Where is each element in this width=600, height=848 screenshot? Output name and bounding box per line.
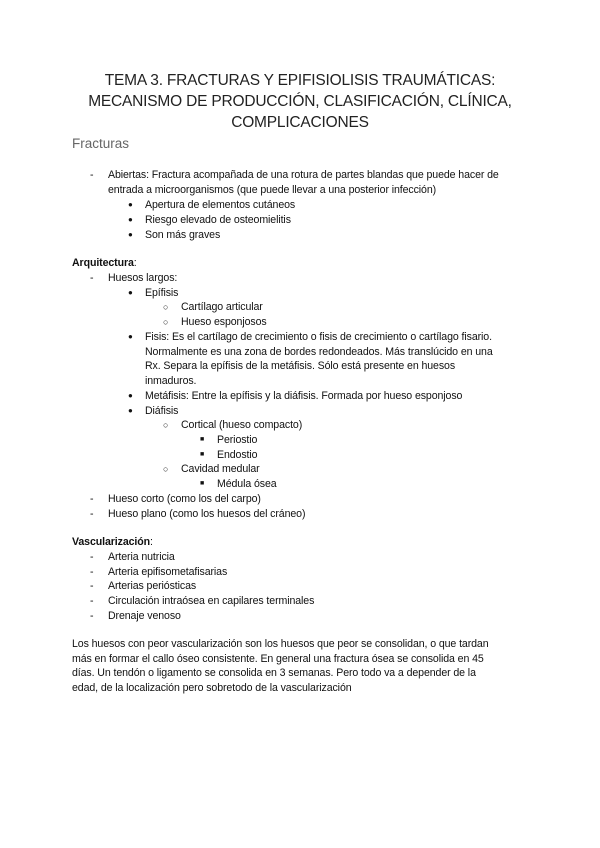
arquitectura-heading-text: Arquitectura bbox=[72, 257, 134, 269]
abiertas-line-1: Abiertas: Fractura acompañada de una rotura de partes blandas que puede hacer de bbox=[108, 169, 499, 181]
paragraph-line-1: Los huesos con peor vascularización son los huesos que peor se consolidan, o que tardan bbox=[72, 638, 489, 650]
cavidad-item-1: Médula ósea bbox=[217, 478, 277, 490]
bullet-marker: ● bbox=[128, 288, 133, 297]
square-marker: ■ bbox=[200, 480, 205, 487]
title-line-1: TEMA 3. FRACTURAS Y EPIFISIOLISIS TRAUMÁTICAS: bbox=[104, 72, 496, 89]
vasc-item-2: Arteria epifisometafisarias bbox=[108, 566, 228, 578]
abiertas-line-2: entrada a microorganismos (que puede llevar a una posterior infección) bbox=[108, 184, 437, 196]
title-line-2: MECANISMO DE PRODUCCIÓN, CLASIFICACIÓN, CLÍNICA, bbox=[88, 93, 512, 110]
circle-marker: ○ bbox=[163, 464, 169, 474]
diafisis: Diáfisis bbox=[145, 405, 179, 417]
vasc-item-1: Arteria nutricia bbox=[108, 551, 175, 563]
arquitectura-heading bbox=[72, 256, 137, 271]
vasc-item-3: Arterias periósticas bbox=[108, 580, 197, 592]
title-line-3: COMPLICACIONES bbox=[231, 114, 369, 131]
vascularizacion-heading bbox=[72, 535, 153, 550]
fisis-line-2: Normalmente es una zona de bordes redondeados. Más translúcido en una bbox=[145, 346, 493, 358]
dash-marker: - bbox=[90, 169, 94, 181]
bullet-marker: ● bbox=[128, 200, 133, 209]
circle-marker: ○ bbox=[163, 420, 169, 430]
cavidad-medular: Cavidad medular bbox=[181, 463, 260, 475]
paragraph-line-3: días. Un tendón o ligamento se consolida en 3 semanas. Pero todo va a depender de la bbox=[72, 667, 476, 680]
epifisis: Epífisis bbox=[145, 287, 179, 299]
square-marker: ■ bbox=[200, 451, 205, 458]
bullet-marker: ● bbox=[128, 215, 133, 224]
heading-colon: : bbox=[150, 536, 153, 548]
dash-marker: - bbox=[90, 610, 94, 622]
closing-paragraph bbox=[72, 637, 530, 696]
huesos-largos: Huesos largos: bbox=[108, 272, 178, 284]
abiertas-bullet-3: Son más graves bbox=[145, 229, 221, 241]
fisis-line-1: Fisis: Es el cartílago de crecimiento o fisis de crecimiento o cartílago fisario. bbox=[145, 331, 492, 343]
cortical-item-2: Endostio bbox=[217, 449, 258, 461]
bullet-marker: ● bbox=[128, 230, 133, 239]
bullet-marker: ● bbox=[128, 406, 133, 415]
abiertas-bullet-2: Riesgo elevado de osteomielitis bbox=[145, 214, 291, 226]
bullet-marker: ● bbox=[128, 391, 133, 400]
dash-marker: - bbox=[90, 551, 94, 563]
circle-marker: ○ bbox=[163, 317, 169, 327]
epifisis-item-2: Hueso esponjosos bbox=[181, 316, 267, 328]
section-heading-fracturas: Fracturas bbox=[72, 136, 130, 151]
square-marker: ■ bbox=[200, 436, 205, 443]
fisis-line-4: inmaduros. bbox=[145, 375, 197, 387]
hueso-plano: Hueso plano (como los huesos del cráneo) bbox=[108, 508, 306, 520]
dash-marker: - bbox=[90, 272, 94, 284]
cortical-item-1: Periostio bbox=[217, 434, 258, 446]
bullet-marker: ● bbox=[128, 332, 133, 341]
dash-marker: - bbox=[90, 508, 94, 520]
vasc-item-4: Circulación intraósea en capilares terminales bbox=[108, 595, 315, 607]
paragraph-line-4: edad, de la localización pero sobretodo de la vascularización bbox=[72, 682, 352, 695]
circle-marker: ○ bbox=[163, 302, 169, 312]
vascularizacion-heading-text: Vascularización bbox=[72, 536, 150, 548]
fisis-line-3: Rx. Separa la epífisis de la metáfisis. Sólo está presente en huesos bbox=[145, 360, 456, 372]
cortical: Cortical (hueso compacto) bbox=[181, 419, 303, 431]
page-title bbox=[60, 70, 540, 133]
vasc-item-5: Drenaje venoso bbox=[108, 610, 181, 622]
abiertas-bullet-1: Apertura de elementos cutáneos bbox=[145, 199, 296, 211]
metafisis: Metáfisis: Entre la epífisis y la diáfisis. Formada por hueso esponjoso bbox=[145, 390, 463, 402]
hueso-corto: Hueso corto (como los del carpo) bbox=[108, 493, 261, 505]
dash-marker: - bbox=[90, 595, 94, 607]
dash-marker: - bbox=[90, 580, 94, 592]
paragraph-line-2: más en formar el callo óseo consistente. En general una fractura ósea se consolida en 45 bbox=[72, 652, 484, 665]
epifisis-item-1: Cartílago articular bbox=[181, 301, 263, 313]
dash-marker: - bbox=[90, 566, 94, 578]
dash-marker: - bbox=[90, 493, 94, 505]
heading-colon: : bbox=[133, 257, 137, 269]
